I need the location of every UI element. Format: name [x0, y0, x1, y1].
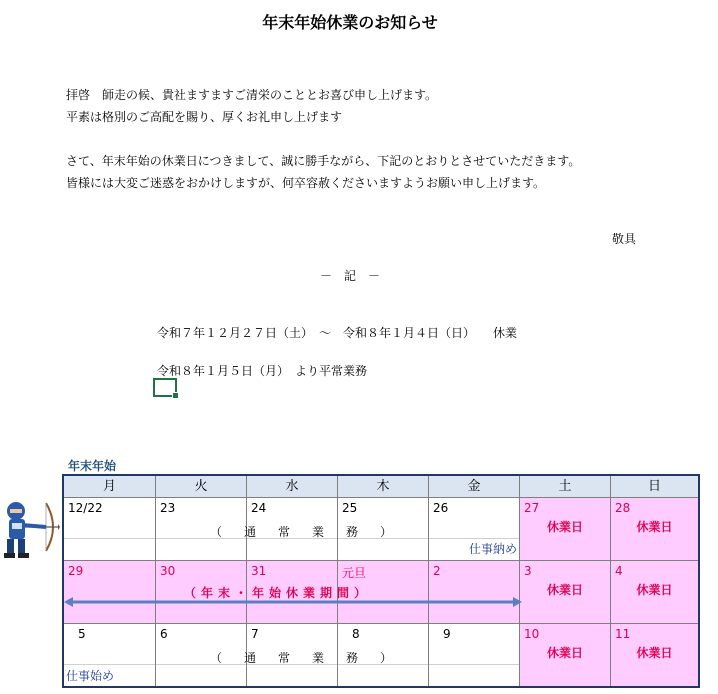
- notice-line-1: さて、年末年始の休業日につきまして、誠に勝手ながら、下記のとおりとさせていただきます。: [66, 154, 581, 168]
- day-number: 28: [615, 501, 631, 515]
- day-number: 9: [443, 627, 451, 641]
- calendar-title: 年末年始: [68, 459, 117, 473]
- calendar-day: [429, 624, 520, 686]
- holiday-label: 休業日: [636, 520, 673, 534]
- ki-heading: － 記 －: [320, 269, 381, 283]
- calendar-day: [64, 498, 156, 561]
- calendar-day-holiday: [429, 561, 520, 624]
- day-number: 11: [615, 627, 631, 641]
- calendar-day-holiday: [64, 561, 156, 624]
- calendar-day-holiday: [520, 498, 611, 561]
- page-title: 年末年始休業のお知らせ: [262, 13, 438, 32]
- calendar-day-holiday: [611, 561, 698, 624]
- work-start-note: 仕事始め: [66, 669, 115, 683]
- closing-keigu: 敬具: [612, 232, 637, 246]
- calendar-day: [64, 624, 156, 686]
- day-number: 3: [524, 564, 532, 578]
- day-number: 7: [251, 627, 259, 641]
- normal-work-label: （通常業務）: [210, 651, 415, 665]
- holiday-label: 休業日: [636, 646, 673, 660]
- calendar-day-holiday: [611, 498, 698, 561]
- holiday-period-arrow: [64, 596, 524, 608]
- day-number: 27: [524, 501, 540, 515]
- day-number: 30: [160, 564, 176, 578]
- calendar-day: [429, 498, 520, 561]
- weekday-header-fri: 金: [429, 476, 520, 498]
- resume-business-line: 令和８年１月５日（月） より平常業務: [157, 364, 368, 378]
- holiday-label: 休業日: [546, 646, 583, 660]
- calendar-day-holiday: [520, 624, 611, 686]
- day-number: 25: [342, 501, 358, 515]
- weekday-header-tue: 火: [156, 476, 247, 498]
- holiday-period-band-label: （年末・年始休業期間）: [184, 586, 372, 600]
- day-number: 4: [615, 564, 623, 578]
- holiday-period-line: 令和７年１２月２７日（土） ～ 令和８年１月４日（日） 休業: [157, 326, 518, 340]
- calendar-day-holiday: [520, 561, 611, 624]
- selected-cell-cursor[interactable]: [153, 378, 177, 397]
- holiday-label: 休業日: [636, 583, 673, 597]
- archer-icon: [2, 497, 60, 559]
- weekday-header-thu: 木: [338, 476, 429, 498]
- day-number: 26: [433, 501, 449, 515]
- notice-line-2: 皆様には大変ご迷惑をおかけしますが、何卒容赦くださいますようお願い申し上げます。: [66, 176, 546, 190]
- day-number: 10: [524, 627, 540, 641]
- day-number: 5: [78, 627, 86, 641]
- weekday-header-wed: 水: [247, 476, 338, 498]
- calendar-day-holiday: [611, 624, 698, 686]
- greeting-line-1: 拝啓 師走の候、貴社ますますご清栄のこととお喜び申し上げます。: [66, 88, 438, 102]
- day-number: 元旦: [342, 566, 367, 580]
- weekday-header-sun: 日: [611, 476, 698, 498]
- day-number: 12/22: [68, 501, 103, 515]
- weekday-header-sat: 土: [520, 476, 611, 498]
- holiday-calendar: [62, 474, 700, 688]
- day-number: 6: [160, 627, 168, 641]
- weekday-header-mon: 月: [64, 476, 156, 498]
- day-number: 8: [352, 627, 360, 641]
- normal-work-label: （通常業務）: [210, 525, 415, 539]
- day-number: 23: [160, 501, 176, 515]
- greeting-line-2: 平素は格別のご高配を賜り、厚くお礼申し上げます: [66, 110, 343, 124]
- holiday-label: 休業日: [546, 520, 583, 534]
- day-number: 31: [251, 564, 267, 578]
- work-end-note: 仕事納め: [468, 542, 517, 556]
- day-number: 24: [251, 501, 267, 515]
- day-number: 2: [433, 564, 441, 578]
- holiday-label: 休業日: [546, 583, 583, 597]
- day-number: 29: [68, 564, 84, 578]
